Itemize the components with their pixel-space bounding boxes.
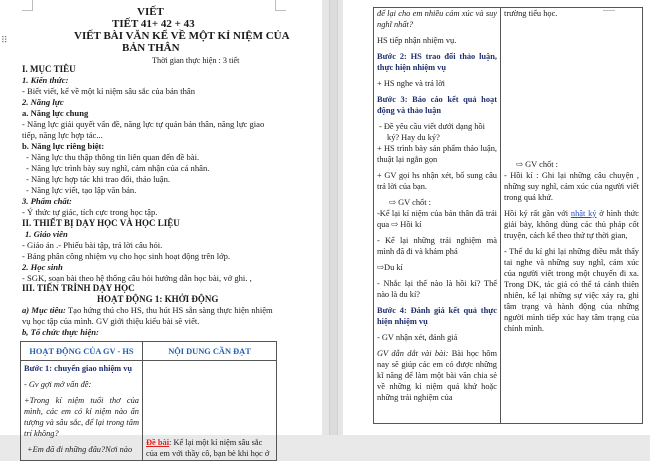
duration-text: Thời gian thực hiện : 3 tiết [152, 56, 240, 65]
intro-paragraph [377, 348, 497, 403]
hs-receive-task: HS tiếp nhận nhiệm vụ. [377, 36, 457, 45]
goal-line [22, 305, 273, 316]
quality-title: 3. Phẩm chất: [22, 196, 72, 206]
gv-review: - GV nhận xét, đánh giá [377, 333, 458, 342]
specific-ability-item: - Năng lực trình bày suy nghĩ, cảm nhận của cá nhân. [26, 163, 210, 173]
table-cell-content [501, 8, 643, 424]
step-4-heading: Bước 4: Đánh giá kết quả thực hiện nhiệm vụ [377, 306, 497, 326]
table-cell-content [143, 361, 277, 461]
general-ability-item-cont: tiếp, năng lực hợp tác... [22, 130, 103, 140]
general-ability-item: - Năng lực giải quyết vấn đề, năng lực tự quản bản thân, năng lực giao [22, 119, 265, 129]
general-ability-title: a. Năng lực chung [22, 108, 89, 118]
topic-paragraph [146, 437, 273, 459]
table-cell-activities [21, 361, 143, 461]
remind-question: - Nhắc lại thế nào là hồi kí? Thế nào là du kí? [377, 279, 497, 299]
table-header-activities: HOẠT ĐỘNG CỦA GV - HS [21, 342, 143, 361]
student-title: 2. Học sinh [22, 262, 63, 272]
heading-title-line2: BẢN THÂN [122, 42, 180, 54]
teacher-item: - Bảng phân công nhiệm vụ cho học sinh hoạt động trên lớp. [22, 251, 231, 261]
topic-text: : Kể lại một kỉ niệm sâu sắc của em với thầy cô, bạn bè khi học ở [146, 438, 270, 458]
step-2-heading: Bước 2: HS trao đổi thảo luận, thực hiện nhiệm vụ [377, 52, 497, 72]
section-objectives-title: I. MỤC TIÊU [22, 64, 76, 74]
heading-tiet: TIẾT 41+ 42 + 43 [112, 18, 195, 30]
hs-present: + HS trình bày sản phẩm thảo luận, thuật lại ngắn gọn [377, 144, 497, 164]
question-2-cont: để lại cho em nhiều cảm xúc và suy nghĩ nhất? [377, 9, 497, 29]
section-equipment-title: II. THIẾT BỊ DẠY HỌC VÀ HỌC LIỆU [22, 218, 180, 228]
memoir-definition: - Hồi kí : Ghi lại những câu chuyện , những suy nghĩ, cảm xúc của người viết trong quá khứ. [504, 171, 639, 202]
goal-text-cont: vụ học tập của mình. GV giới thiệu kiểu bài sẽ viết. [22, 316, 200, 326]
activity-1-title: HOẠT ĐỘNG 1: KHỞI ĐỘNG [97, 294, 219, 304]
organization-label: b, Tổ chức thực hiện: [22, 327, 99, 337]
knowledge-item: - Biết viết, kể về một kỉ niệm sâu sắc của bản thân [22, 86, 196, 96]
question-2: +Em đã đi những đâu?Nơi nào [27, 445, 133, 454]
gv-prompt: - Gv gợi mở vấn đề: [24, 380, 92, 389]
activity-table-continued [373, 7, 643, 424]
teacher-item: - Giáo án .- Phiếu bài tập, trả lời câu hỏi. [22, 240, 163, 250]
diary-link[interactable]: nhật ký [570, 209, 597, 218]
document-page-right [343, 0, 650, 435]
margin-corner-mark [275, 0, 286, 11]
step-3-heading: Bước 3: Báo cáo kết quả hoạt động và thảo luận [377, 95, 497, 115]
table-header-content: NỘI DUNG CẦN ĐẠT [143, 342, 277, 361]
hs-answer: + HS nghe và trả lời [377, 79, 445, 88]
heading-viet: VIẾT [137, 6, 164, 18]
intro-label: GV dẫn dắt vài bài: [377, 349, 449, 358]
goal-text: Tạo hứng thú cho HS, thu hút HS sẵn sàng thực hiện nhiệm [65, 305, 273, 315]
gv-call: + GV gọi hs nhận xét, bổ sung câu trả lời của bạn. [377, 171, 497, 191]
student-item: - SGK, soạn bài theo hệ thống câu hỏi hướng dẫn học bài, vở ghi. , [22, 273, 252, 283]
topic-label: Đề bài [146, 438, 170, 447]
intro-text: Bài học hôm nay sẽ giúp các em có được những kĩ năng để làm một bài văn chia sẻ về những kỉ niệm quá khứ hoặc những trải nghiệm của [377, 349, 497, 402]
question-1: +Trong kí niệm tuổi thơ của mình, các em có kỉ niệm nào ấn tượng và sâu sắc, để lại trong tâm trí không? [24, 396, 139, 438]
gv-conclude: ⇨ GV chốt : [389, 198, 431, 207]
specific-ability-title: b. Năng lực riêng biệt: [22, 141, 105, 151]
page-separator [329, 0, 338, 435]
step-1-heading: Bước 1: chuyển giao nhiệm vụ [24, 364, 133, 373]
heading-title: VIẾT BÀI VĂN KỂ VỀ MỘT KỈ NIỆM CỦA [74, 30, 290, 42]
teacher-title: 1. Giáo viên [25, 229, 68, 239]
memoir-note-text: Hồi ký rất gần với [504, 209, 571, 218]
travel-definition: - Thể du kí ghi lại những điều mắt thấy tai nghe và những suy nghĩ, cảm xúc của người viết trong một chuyến đi xa. Trong DK, tác giả có thể tả cảnh thiên nhiên, kể lại những sự việc xảy ra, ghi tâm trạng và hành động của những người mình tiếp xúc hay tâm trạng của chính mình. [504, 247, 639, 333]
specific-ability-item: - Năng lực thu thập thông tin liên quan đến đề bài. [26, 152, 200, 162]
margin-corner-mark [22, 0, 33, 11]
table-cell-activities [374, 8, 501, 424]
sub-question: - Đề yêu cầu viết dưới dạng hồi ký? Hay du ký? [379, 122, 485, 142]
memoir-note-text-cont: ở hình thức giải bày, không dùng các thủ pháp cốt truyện, cách kể theo thứ tự thời gian, [504, 209, 640, 240]
section-process-title: III. TIẾN TRÌNH DẠY HỌC [22, 283, 135, 293]
document-page-left [0, 0, 322, 458]
specific-ability-item: - Năng lực viết, tạo lập văn bản. [26, 185, 137, 195]
activity-table [20, 341, 277, 461]
topic-text-cont: trường tiểu học. [504, 9, 558, 18]
ability-title: 2. Năng lực [22, 97, 64, 107]
specific-ability-item: - Năng lực hợp tác khi trao đổi, thảo luận. [26, 174, 171, 184]
conclude-memoir: -Kể lại kỉ niệm của bản thân đã trải qua ⇨ Hồi kí [377, 209, 497, 229]
gv-conclude: ⇨ GV chốt : [516, 160, 558, 169]
conclude-travel: - Kể lại những trải nghiệm mà mình đã đi và khám phá [377, 236, 497, 256]
memoir-note [504, 208, 639, 241]
knowledge-title: 1. Kiến thức: [22, 75, 69, 85]
goal-label: a) Mục tiêu: [22, 305, 66, 315]
conclude-travel-label: ⇨Du kí [377, 263, 403, 272]
quality-item: - Ý thức tự giác, tích cực trong học tập. [22, 207, 158, 217]
table-move-handle-icon[interactable]: ⠿ [1, 36, 7, 46]
